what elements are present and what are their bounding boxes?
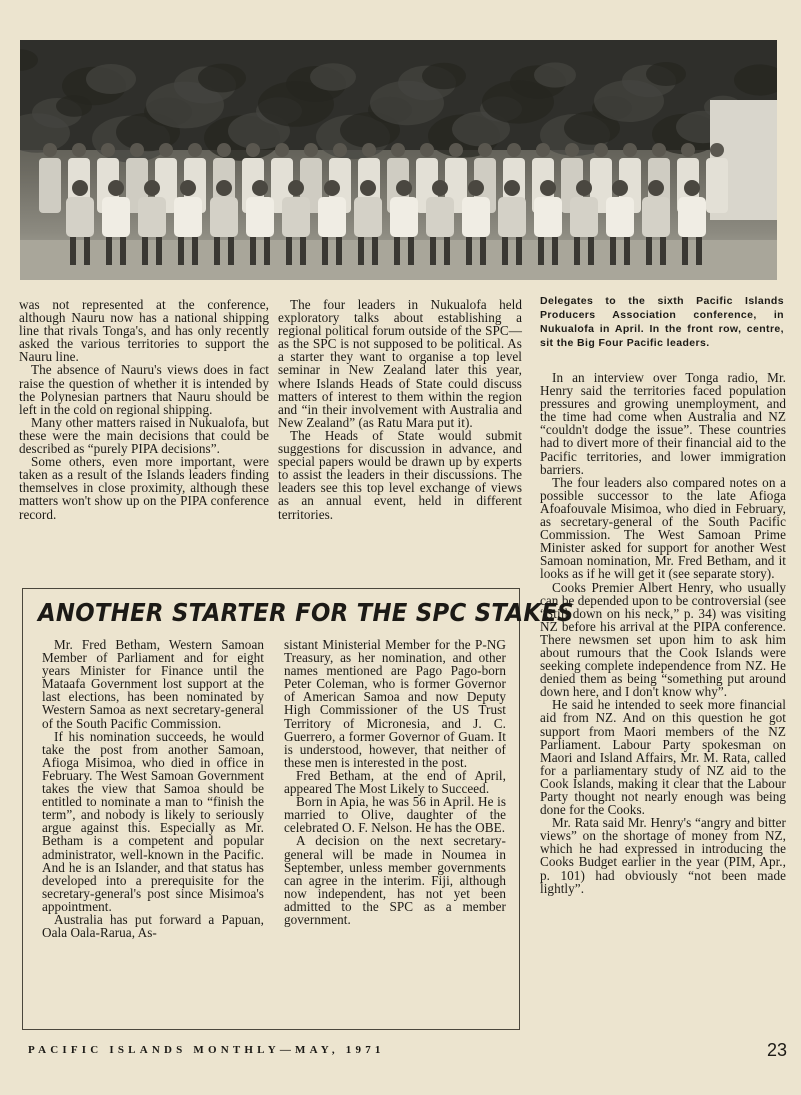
group-photo-icon xyxy=(20,40,777,280)
paragraph: The absence of Nauru's views does in fact raise the question of whether it is intended by the Polynesian partners that Nauru should be left in the cold on regional shipping. xyxy=(19,362,269,417)
group-photo xyxy=(20,40,777,280)
page-number: 23 xyxy=(766,1040,787,1060)
paragraph: The Heads of State would submit suggestions for discussion in advance, and special papers would be drawn up by experts to assist the leaders in their discussions. The leaders see this top level exchange of views as an annual event, held in different territories. xyxy=(278,427,522,522)
photo-caption: Delegates to the sixth Pacific Islands Producers Association conference, in Nukualofa in April. In the front row, centre, sit the Big Four Pacific leaders. xyxy=(540,295,784,349)
column-1 xyxy=(19,298,269,521)
paragraph: He said he intended to seek more financial aid from NZ. And on this question he got support from Maori members of the NZ Parliament. Labour Party spokesman on Maori and Island Affairs, Mr. M. Rata, called for a parliamentary study of NZ aid to the Cook Islands, making it clear that the Labour Party thought not nearly enough was being done for the Cooks. xyxy=(540,697,786,818)
column-3 xyxy=(540,371,786,895)
sidebar-story-column-right xyxy=(284,638,506,926)
masthead-footer: PACIFIC ISLANDS MONTHLY—MAY, 1971 xyxy=(28,1044,385,1056)
paragraph: Some others, even more important, were taken as a result of the Islands leaders finding themselves in close proximity, although these matters won't show up on the PIPA conference record. xyxy=(19,454,269,522)
paragraph: In an interview over Tonga radio, Mr. Henry said the territories faced population pressures and growing unemployment, and the time had come when Australia and NZ “couldn't dodge the issue”. These countries had to divert more of their financial aid to the Pacific territories, and lower immigration barriers. xyxy=(540,370,786,477)
column-2 xyxy=(278,298,522,521)
sidebar-story-title: ANOTHER STARTER FOR THE SPC STAKES xyxy=(38,598,574,627)
paragraph: If his nomination succeeds, he would take the post from another Samoan, Afioga Misimoa, who died in office in February. The West Samoan Government takes the view that Samoa should be entitled to nominate a man to “finish the term”, and nobody is likely to seriously argue against this. Especially as Mr. Betham is a competent and popular administrator, well-known in the Pacific. And he is an Islander, and that status has developed into a prerequisite for the secretary-general's post since Misimoa's appointment. xyxy=(42,728,264,914)
paragraph: was not represented at the conference, although Nauru now has a national shipping line that rivals Tonga's, and has only recently asked the various territories to support the Nauru line. xyxy=(19,297,269,365)
sidebar-story-column-left xyxy=(42,638,264,939)
paragraph: Fred Betham, at the end of April, appeared The Most Likely to Succeed. xyxy=(284,767,506,797)
paragraph: Many other matters raised in Nukualofa, but these were the main decisions that could be described as “purely PIPA decisions”. xyxy=(19,414,269,457)
paragraph: Cooks Premier Albert Henry, who usually can be depended upon to be controversial (see “Still down on his neck,” p. 34) was visiting NZ before his arrival at the PIPA conference. There newsmen set upon him to ask him about rumours that the Cook Islands were seeking complete independence from NZ. He denied them as being “something put around down here, and I don't know why”. xyxy=(540,579,786,700)
paragraph: A decision on the next secretary-general will be made in Noumea in September, unless member governments can agree in the interim. Fiji, although now independent, has not yet been admitted to the SPC as a member government. xyxy=(284,833,506,927)
paragraph: The four leaders in Nukualofa held exploratory talks about establishing a regional political forum outside of the SPC—as the SPC is not supposed to be political. As a starter they want to organise a top level seminar in New Zealand later this year, where Islands Heads of State could discuss matters of interest to them within the region and “in their involvement with Australia and New Zealand” (as Ratu Mara put it). xyxy=(278,297,522,430)
paragraph: The four leaders also compared notes on a possible successor to the late Afioga Afoafouvale Misimoa, who died in February, as secretary-general of the South Pacific Commission. The West Samoan Prime Minister asked for support for another West Samoan nomination, Mr. Fred Betham, and it looks as if he will get it (see separate story). xyxy=(540,474,786,582)
paragraph: Mr. Rata said Mr. Henry's “angry and bitter views” on the shortage of money from NZ, which he had expressed in introducing the Cooks Budget earlier in the year (PIM, Apr., p. 101) had obviously “not been made lightly”. xyxy=(540,815,786,896)
paragraph: sistant Ministerial Member for the P-NG Treasury, as her nomination, and other names mentioned are Pago Pago-born Peter Coleman, who is former Governor of American Samoa and now Deputy High Commissioner of the US Trust Territory of Micronesia, and J. C. Guerrero, a former Governor of Guam. It is understood, however, that neither of these men is interested in the post. xyxy=(284,637,506,770)
paragraph: Mr. Fred Betham, Western Samoan Member of Parliament and for eight years Minister for Finance until the Mataafa Government lost support at the last elections, has been nominated by Western Samoa as next secretary-general of the South Pacific Commission. xyxy=(42,637,264,731)
paragraph: Australia has put forward a Papuan, Oala Oala-Rarua, As- xyxy=(42,911,264,941)
paragraph: Born in Apia, he was 56 in April. He is married to Olive, daughter of the celebrated O. F. Nelson. He has the OBE. xyxy=(284,794,506,836)
